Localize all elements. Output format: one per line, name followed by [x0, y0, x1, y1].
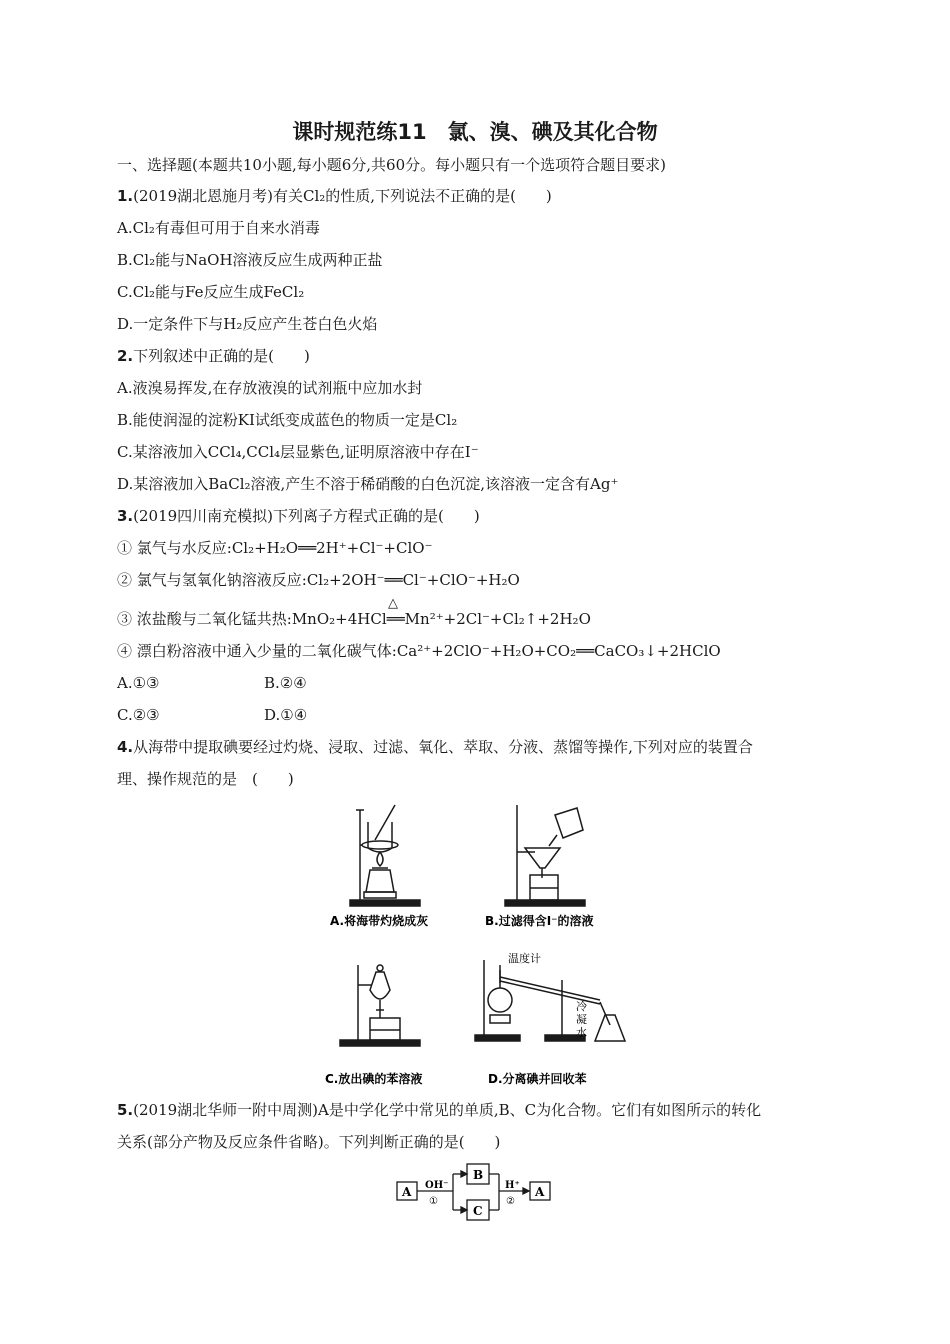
q1-option-c: C.Cl₂能与Fe反应生成FeCl₂: [117, 283, 305, 301]
question-stem: (2019湖北华师一附中周测)A是中学化学中常见的单质,B、C为化合物。它们有如图所示的转化: [133, 1101, 762, 1119]
q3-options-row-2: [117, 705, 517, 725]
apparatus-figure: [320, 800, 650, 1095]
q3-option-d: D.①④: [264, 706, 308, 724]
step-1-label: ①: [429, 1196, 438, 1207]
reagent-h: H⁺: [505, 1180, 520, 1191]
label-c: C: [473, 1204, 483, 1218]
page-title: 课时规范练11 氯、溴、碘及其化合物: [292, 120, 658, 144]
question-1: [117, 186, 552, 206]
question-4: [117, 737, 753, 757]
conversion-diagram: [395, 1160, 560, 1228]
apparatus-d-distillation: [475, 960, 625, 1041]
question-5: [117, 1100, 761, 1120]
reagent-oh: OH⁻: [425, 1180, 449, 1191]
question-number: 3.: [117, 507, 134, 525]
cooling-water-label-3: 水: [576, 1026, 587, 1039]
question-number: 4.: [117, 738, 134, 756]
apparatus-b-filtration: [505, 805, 585, 906]
q2-option-d: D.某溶液加入BaCl₂溶液,产生不溶于稀硝酸的白色沉淀,该溶液一定含有Ag⁺: [117, 475, 619, 493]
question-5-cont: 关系(部分产物及反应条件省略)。下列判断正确的是( ): [117, 1133, 501, 1151]
question-stem: (2019四川南充模拟)下列离子方程式正确的是( ): [133, 507, 480, 525]
section-heading: 一、选择题(本题共10小题,每小题6分,共60分。每小题只有一个选项符合题目要求): [117, 156, 666, 174]
q3-equation-3: ③ 浓盐酸与二氧化锰共热:MnO₂+4HCl══Mn²⁺+2Cl⁻+Cl₂↑+2H₂O: [117, 610, 591, 628]
label-a-right: A: [535, 1185, 545, 1199]
q3-options-row-1: [117, 673, 517, 693]
q3-option-a: A.①③: [117, 674, 160, 692]
question-number: 2.: [117, 347, 134, 365]
question-4-cont: 理、操作规范的是 ( ): [117, 770, 294, 788]
question-stem: 下列叙述中正确的是( ): [133, 347, 310, 365]
q3-option-c: C.②③: [117, 706, 160, 724]
q1-option-d: D.一定条件下与H₂反应产生苍白色火焰: [117, 315, 378, 333]
q3-equation-4: ④ 漂白粉溶液中通入少量的二氧化碳气体:Ca²⁺+2ClO⁻+H₂O+CO₂══CaCO₃↓+2HClO: [117, 642, 721, 660]
apparatus-c-separatory: [340, 965, 420, 1046]
q3-option-b: B.②④: [264, 674, 307, 692]
apparatus-a-burning: [350, 805, 420, 906]
q1-option-a: A.Cl₂有毒但可用于自来水消毒: [117, 219, 320, 237]
step-2-label: ②: [506, 1196, 515, 1207]
q2-option-b: B.能使润湿的淀粉KI试纸变成蓝色的物质一定是Cl₂: [117, 411, 458, 429]
caption-d: D.分离碘并回收苯: [488, 1072, 587, 1086]
question-number: 1.: [117, 187, 134, 205]
caption-b: B.过滤得含I⁻的溶液: [485, 914, 594, 928]
label-a-left: A: [402, 1185, 412, 1199]
question-3: [117, 506, 480, 526]
q2-option-a: A.液溴易挥发,在存放液溴的试剂瓶中应加水封: [117, 379, 423, 397]
question-stem: 从海带中提取碘要经过灼烧、浸取、过滤、氧化、萃取、分液、蒸馏等操作,下列对应的装置合: [133, 738, 753, 756]
q3-equation-2: ② 氯气与氢氧化钠溶液反应:Cl₂+2OH⁻══Cl⁻+ClO⁻+H₂O: [117, 571, 520, 589]
cooling-water-label-2: 凝: [576, 1013, 587, 1026]
cooling-water-label-1: 冷: [576, 1000, 587, 1013]
label-b: B: [473, 1168, 484, 1182]
thermometer-label: 温度计: [508, 952, 541, 965]
q1-option-b: B.Cl₂能与NaOH溶液反应生成两种正盐: [117, 251, 383, 269]
question-stem: (2019湖北恩施月考)有关Cl₂的性质,下列说法不正确的是( ): [133, 187, 552, 205]
q3-equation-1: ① 氯气与水反应:Cl₂+H₂O══2H⁺+Cl⁻+ClO⁻: [117, 539, 433, 557]
q2-option-c: C.某溶液加入CCl₄,CCl₄层显紫色,证明原溶液中存在I⁻: [117, 443, 479, 461]
caption-a: A.将海带灼烧成灰: [330, 914, 429, 928]
caption-c: C.放出碘的苯溶液: [325, 1072, 423, 1086]
heating-condition: △: [388, 596, 398, 611]
question-2: [117, 346, 310, 366]
question-number: 5.: [117, 1101, 134, 1119]
